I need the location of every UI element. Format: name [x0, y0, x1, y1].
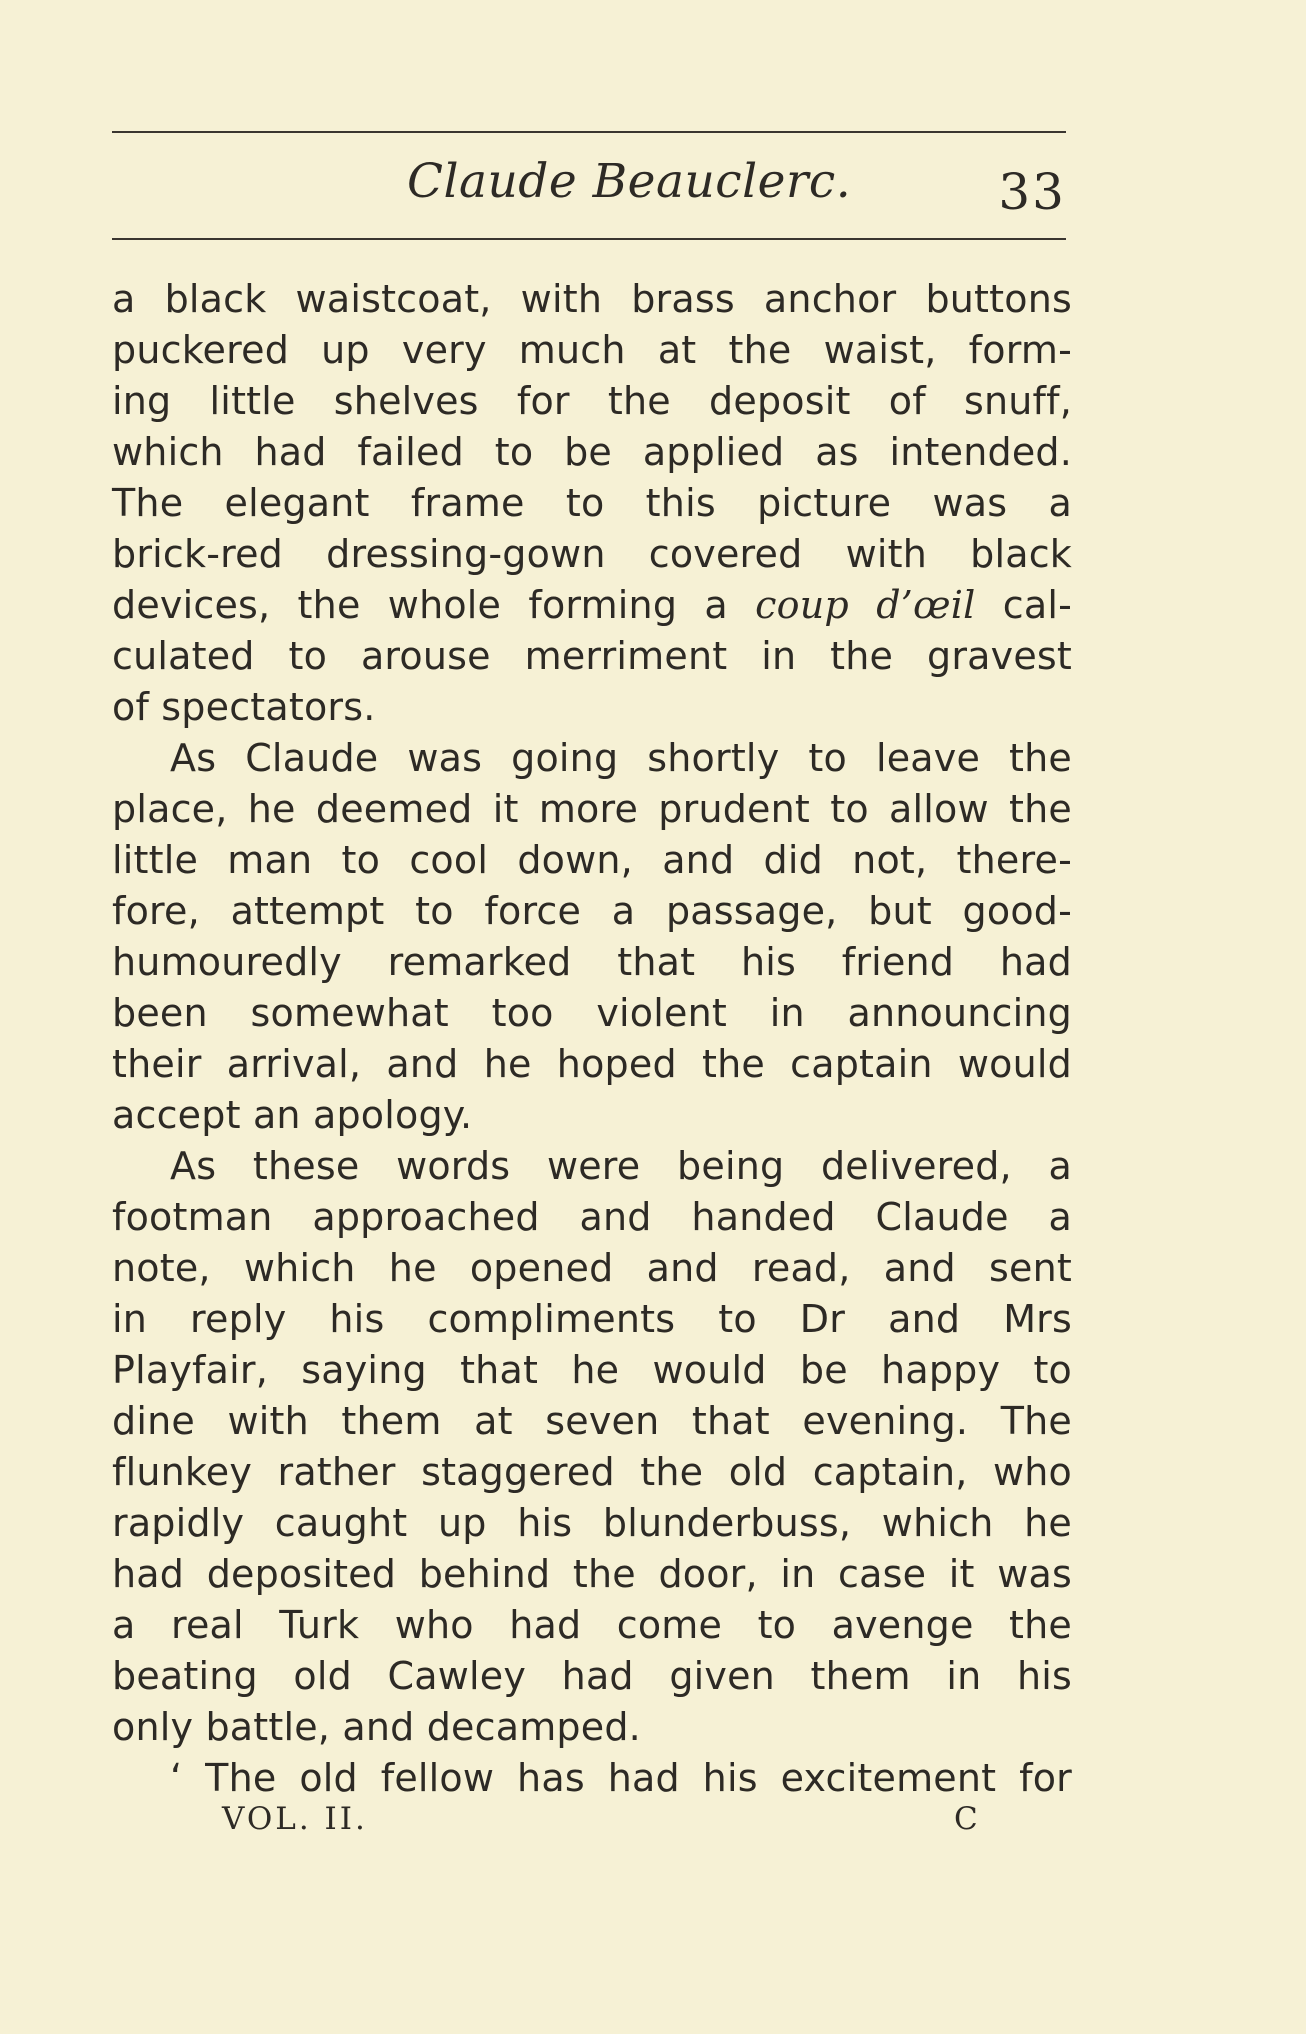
- text-line: of spectators.: [112, 685, 376, 729]
- header-rule-bottom: [112, 238, 1066, 240]
- text-line: place, he deemed it more prudent to allow the: [112, 787, 1072, 831]
- text-line: been somewhat too violent in announcing: [112, 991, 1072, 1035]
- text-line: ing little shelves for the deposit of snuff,: [112, 379, 1072, 423]
- running-title: Claude Beauclerc.: [407, 154, 852, 209]
- text-line: their arrival, and he hoped the captain would: [112, 1042, 1072, 1086]
- text-line: devices, the whole forming a coup d’œil cal-: [112, 583, 1072, 627]
- text-line: beating old Cawley had given them in his: [112, 1654, 1072, 1698]
- text-line: puckered up very much at the waist, form-: [112, 328, 1072, 372]
- text-line: humouredly remarked that his friend had: [112, 940, 1072, 984]
- volume-mark: VOL. II.: [222, 1801, 368, 1837]
- text-line: little man to cool down, and did not, there-: [112, 838, 1072, 882]
- text-line: The elegant frame to this picture was a: [112, 481, 1072, 525]
- text-line: fore, attempt to force a passage, but good-: [112, 889, 1072, 933]
- text-line: had deposited behind the door, in case it was: [112, 1552, 1072, 1596]
- header-rule-top: [112, 131, 1066, 133]
- text-line: rapidly caught up his blunderbuss, which he: [112, 1501, 1072, 1545]
- text-line: only battle, and decamped.: [112, 1705, 641, 1749]
- text-line: ‘ The old fellow has had his excitement for: [170, 1756, 1072, 1800]
- text-line: footman approached and handed Claude a: [112, 1195, 1072, 1239]
- text-line: As these words were being delivered, a: [170, 1144, 1072, 1188]
- text-line: As Claude was going shortly to leave the: [170, 736, 1072, 780]
- text-line: dine with them at seven that evening. The: [112, 1399, 1072, 1443]
- text-line: brick-red dressing-gown covered with black: [112, 532, 1072, 576]
- body-text: [112, 274, 1072, 1804]
- text-line: a black waistcoat, with brass anchor buttons: [112, 277, 1072, 321]
- text-line: culated to arouse merriment in the gravest: [112, 634, 1072, 678]
- text-line: in reply his compliments to Dr and Mrs: [112, 1297, 1072, 1341]
- text-line: a real Turk who had come to avenge the: [112, 1603, 1072, 1647]
- text-line: note, which he opened and read, and sent: [112, 1246, 1072, 1290]
- text-line: flunkey rather staggered the old captain, who: [112, 1450, 1072, 1494]
- text-line: Playfair, saying that he would be happy to: [112, 1348, 1072, 1392]
- text-line: accept an apology.: [112, 1093, 473, 1137]
- running-head: [112, 150, 1066, 220]
- text-line: which had failed to be applied as intended.: [112, 430, 1072, 474]
- page-number: 33: [998, 163, 1066, 221]
- signature-mark: C: [954, 1801, 978, 1837]
- signature-row: [112, 1795, 1066, 1845]
- italic-phrase: coup d’œil: [755, 583, 976, 627]
